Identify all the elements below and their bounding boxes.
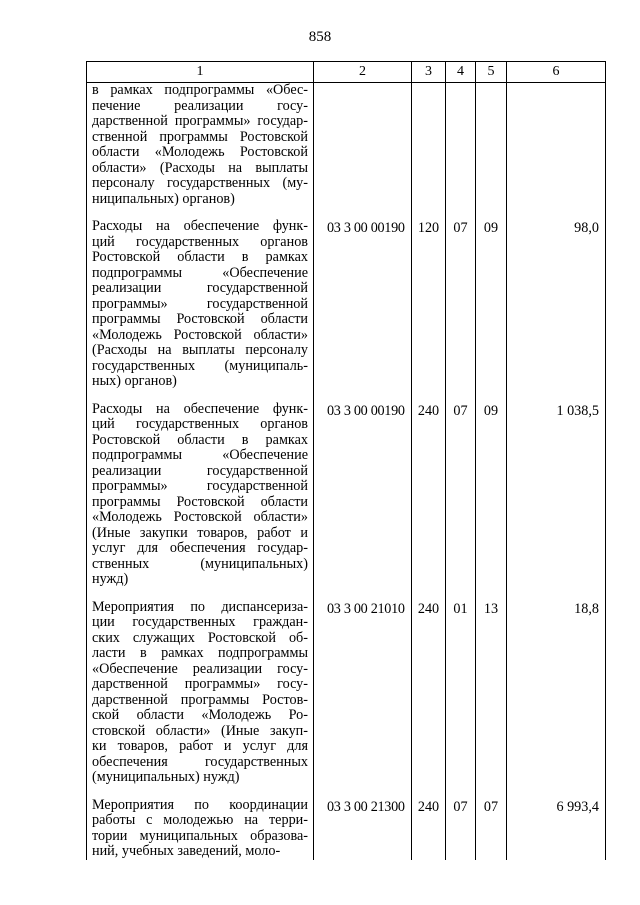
expense-type-cell: 240 xyxy=(412,798,446,860)
row-spacer xyxy=(87,588,606,600)
description-line: Ростовской области в рамках xyxy=(92,431,308,448)
spacer-cell xyxy=(507,390,606,402)
description-line: ных) органов) xyxy=(92,373,177,389)
description-line: программы Ростовской области xyxy=(92,493,308,510)
description-cell xyxy=(87,600,314,786)
description-line: услуг для обеспечения государ- xyxy=(92,540,308,556)
description-cell xyxy=(87,798,314,860)
description-line: ниципальных) органов) xyxy=(92,190,235,207)
description-line: ской области «Молодежь Ро- xyxy=(92,707,308,723)
table-row xyxy=(87,600,606,786)
spacer-cell xyxy=(446,390,476,402)
description-line: стовской области» (Иные закуп- xyxy=(92,722,308,739)
section-cell: 07 xyxy=(446,219,476,390)
expense-type-cell xyxy=(412,83,446,208)
spacer-cell xyxy=(446,207,476,219)
spacer-cell xyxy=(87,390,314,402)
description-line: программы» государственной xyxy=(92,295,308,312)
subsection-cell xyxy=(476,83,507,208)
description-line: реализации государственной xyxy=(92,280,308,296)
description-line: области «Молодежь Ростовской xyxy=(92,144,308,160)
subsection-cell: 13 xyxy=(476,600,507,786)
table-row xyxy=(87,798,606,860)
description-line: обеспечения государственных xyxy=(92,753,308,770)
description-line: Ростовской области в рамках xyxy=(92,249,308,265)
table-body xyxy=(87,83,606,860)
description-line: дарственной программы» госу- xyxy=(92,676,308,692)
description-line: персоналу государственных (му- xyxy=(92,175,308,191)
amount-cell: 98,0 xyxy=(507,219,606,390)
spacer-cell xyxy=(446,786,476,798)
description-line: ственной программы Ростовской xyxy=(92,128,308,145)
budget-code-cell: 03 3 00 00190 xyxy=(314,219,412,390)
subsection-cell: 09 xyxy=(476,219,507,390)
column-header: 6 xyxy=(507,62,606,83)
expense-type-cell: 120 xyxy=(412,219,446,390)
spacer-cell xyxy=(507,786,606,798)
section-cell: 01 xyxy=(446,600,476,786)
row-description xyxy=(92,600,308,786)
description-line: ласти в рамках подпрограммы xyxy=(92,645,308,661)
budget-table xyxy=(86,61,606,860)
amount-cell: 1 038,5 xyxy=(507,402,606,588)
row-spacer xyxy=(87,786,606,798)
description-line: ственных (муниципальных) xyxy=(92,555,308,572)
spacer-cell xyxy=(507,207,606,219)
description-line: «Молодежь Ростовской области» xyxy=(92,326,308,343)
spacer-cell xyxy=(476,390,507,402)
description-line: Мероприятия по диспансериза- xyxy=(92,598,308,615)
description-line: нужд) xyxy=(92,571,129,587)
description-cell xyxy=(87,83,314,208)
description-line: (Расходы на выплаты персоналу xyxy=(92,342,308,358)
spacer-cell xyxy=(412,207,446,219)
subsection-cell: 09 xyxy=(476,402,507,588)
description-line: дарственной программы» государ- xyxy=(92,113,308,129)
description-line: (Иные закупки товаров, работ и xyxy=(92,524,308,541)
description-line: Расходы на обеспечение функ- xyxy=(92,218,308,234)
description-line: подпрограммы «Обеспечение xyxy=(92,264,308,281)
column-header: 4 xyxy=(446,62,476,83)
budget-code-cell: 03 3 00 00190 xyxy=(314,402,412,588)
spacer-cell xyxy=(476,207,507,219)
description-line: ки товаров, работ и услуг для xyxy=(92,738,308,754)
column-header: 5 xyxy=(476,62,507,83)
spacer-cell xyxy=(87,786,314,798)
spacer-cell xyxy=(412,390,446,402)
description-line: печение реализации госу- xyxy=(92,97,308,114)
row-description xyxy=(92,402,308,588)
section-cell xyxy=(446,83,476,208)
section-cell: 07 xyxy=(446,402,476,588)
description-line: реализации государственной xyxy=(92,462,308,479)
column-header: 3 xyxy=(412,62,446,83)
subsection-cell: 07 xyxy=(476,798,507,860)
expense-type-cell: 240 xyxy=(412,402,446,588)
row-description xyxy=(92,83,308,207)
description-line: работы с молодежью на терри- xyxy=(92,812,308,828)
description-line: (муниципальных) нужд) xyxy=(92,769,240,785)
budget-code-cell: 03 3 00 21300 xyxy=(314,798,412,860)
spacer-cell xyxy=(446,588,476,600)
spacer-cell xyxy=(314,390,412,402)
spacer-cell xyxy=(314,207,412,219)
budget-code-cell xyxy=(314,83,412,208)
row-description xyxy=(92,798,308,860)
spacer-cell xyxy=(412,786,446,798)
column-header: 2 xyxy=(314,62,412,83)
table-row xyxy=(87,219,606,390)
description-line: ний, учебных заведений, моло- xyxy=(92,843,281,859)
description-line: ских служащих Ростовской об- xyxy=(92,629,308,646)
row-spacer xyxy=(87,390,606,402)
section-cell: 07 xyxy=(446,798,476,860)
description-line: «Молодежь Ростовской области» xyxy=(92,509,308,525)
description-line: ций государственных органов xyxy=(92,416,308,432)
spacer-cell xyxy=(314,786,412,798)
budget-code-cell: 03 3 00 21010 xyxy=(314,600,412,786)
spacer-cell xyxy=(476,786,507,798)
spacer-cell xyxy=(476,588,507,600)
table-header xyxy=(87,62,606,83)
description-line: программы Ростовской области xyxy=(92,311,308,327)
description-line: Расходы на обеспечение функ- xyxy=(92,400,308,417)
description-line: Мероприятия по координации xyxy=(92,796,308,813)
description-cell xyxy=(87,219,314,390)
description-line: дарственной программы Ростов- xyxy=(92,691,308,708)
amount-cell xyxy=(507,83,606,208)
description-cell xyxy=(87,402,314,588)
description-line: в рамках подпрограммы «Обес- xyxy=(92,82,308,98)
spacer-cell xyxy=(412,588,446,600)
description-line: области» (Расходы на выплаты xyxy=(92,159,308,176)
spacer-cell xyxy=(507,588,606,600)
row-description xyxy=(92,219,308,390)
table-row xyxy=(87,83,606,208)
description-line: подпрограммы «Обеспечение xyxy=(92,447,308,463)
amount-cell: 18,8 xyxy=(507,600,606,786)
description-line: ции государственных граждан- xyxy=(92,614,308,630)
spacer-cell xyxy=(314,588,412,600)
column-header: 1 xyxy=(87,62,314,83)
description-line: «Обеспечение реализации госу- xyxy=(92,660,308,677)
description-line: тории муниципальных образова- xyxy=(92,827,308,844)
page-number: 858 xyxy=(308,29,332,45)
table-row xyxy=(87,402,606,588)
description-line: государственных (муниципаль- xyxy=(92,357,308,374)
spacer-cell xyxy=(87,588,314,600)
description-line: ций государственных органов xyxy=(92,233,308,250)
expense-type-cell: 240 xyxy=(412,600,446,786)
description-line: программы» государственной xyxy=(92,478,308,494)
amount-cell: 6 993,4 xyxy=(507,798,606,860)
